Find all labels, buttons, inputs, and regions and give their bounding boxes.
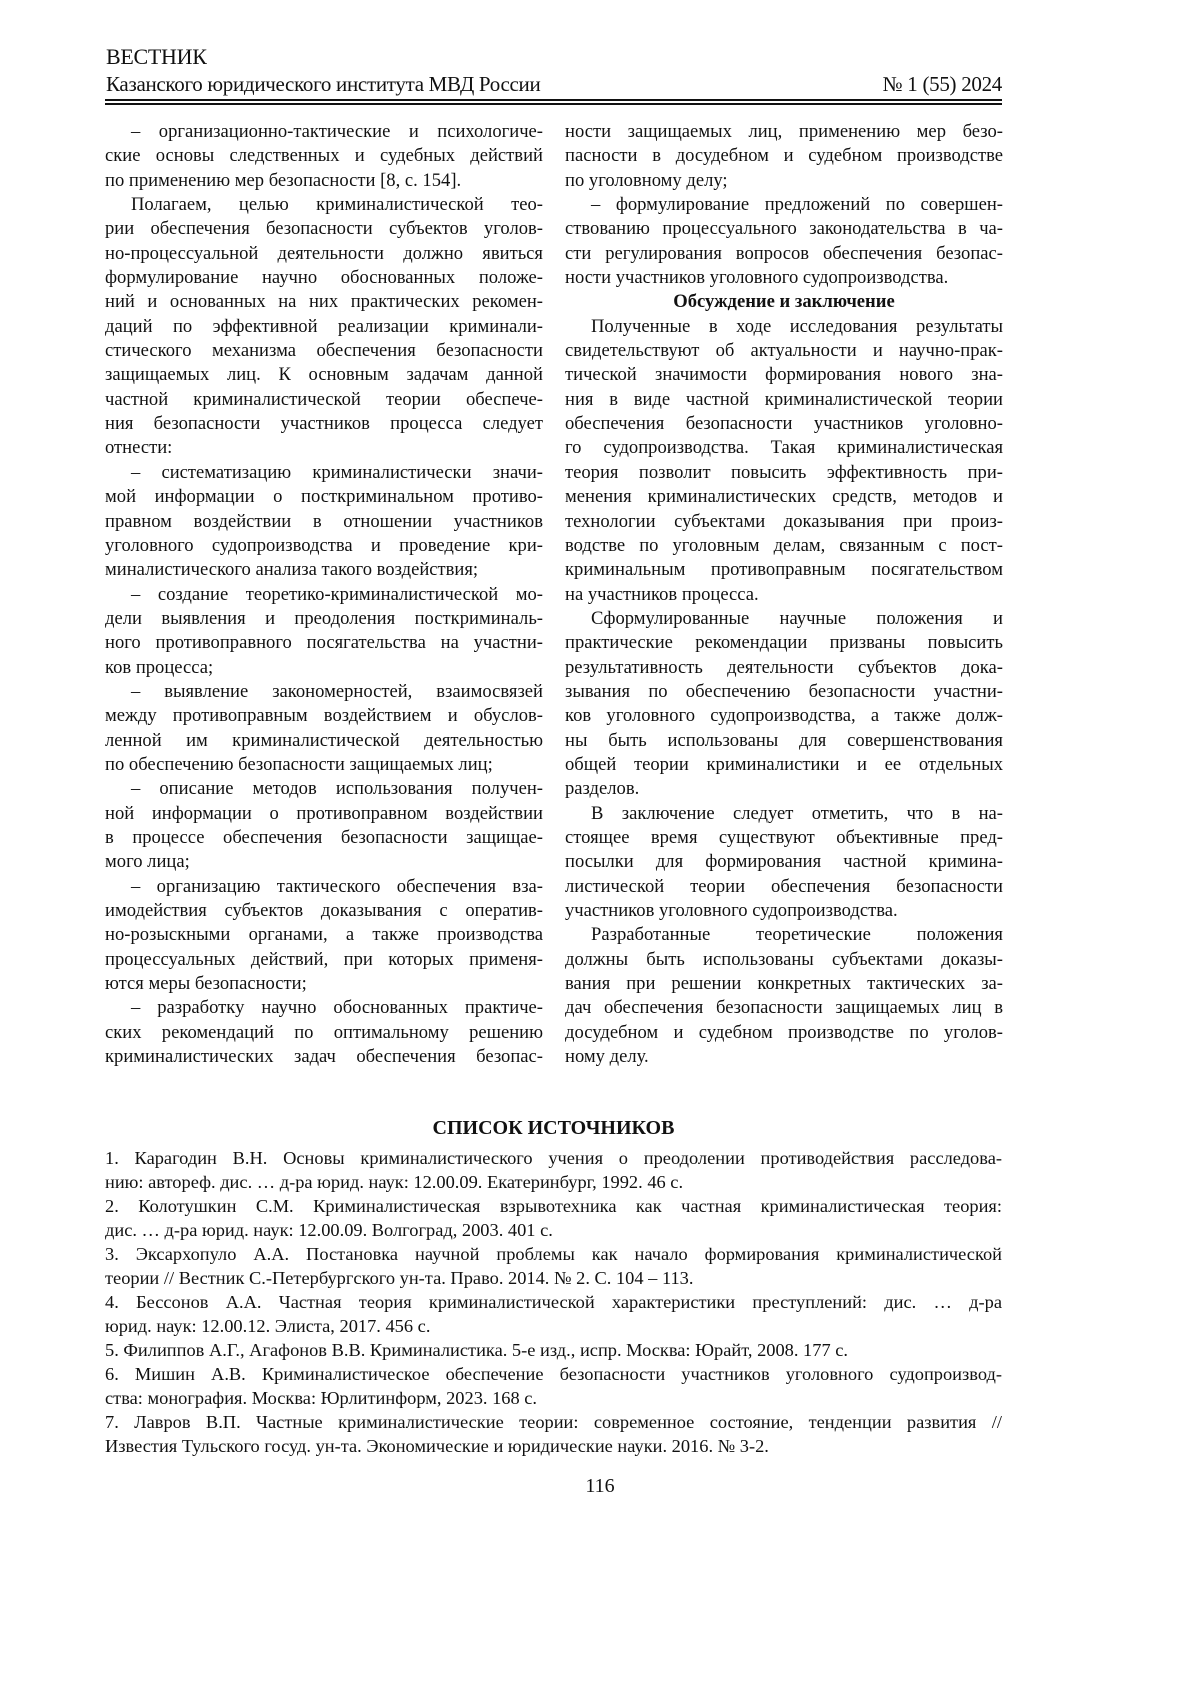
paragraph-line: дач обеспечения безопасности защищаемых лиц в [565, 996, 1003, 1020]
paragraph-line: ния в виде частной криминалистической теории [565, 388, 1003, 412]
paragraph-line: ния безопасности участников процесса следует [105, 412, 543, 436]
references-heading: СПИСОК ИСТОЧНИКОВ [105, 1117, 1002, 1140]
reference-item-line: 4. Бессонов А.А. Частная теория криминалистической характеристики преступлений: дис. … д-ра [105, 1290, 1002, 1314]
paragraph-line: ного противоправного посягательства на участни- [105, 631, 543, 655]
paragraph-line: процессуальных действий, при которых применя- [105, 948, 543, 972]
paragraph-line: – описание методов использования получен- [105, 777, 543, 801]
paragraph-line: – выявление закономерностей, взаимосвязей [105, 680, 543, 704]
paragraph-line: ний и основанных на них практических рекомен- [105, 290, 543, 314]
paragraph-line: по уголовному делу; [565, 169, 1003, 193]
section-heading: Обсуждение и заключение [565, 290, 1003, 314]
paragraph-line: результативность деятельности субъектов дока- [565, 656, 1003, 680]
paragraph-line: мого лица; [105, 850, 543, 874]
paragraph-line: Полагаем, целью криминалистической тео- [105, 193, 543, 217]
paragraph-line: общей теории криминалистики и ее отдельных [565, 753, 1003, 777]
reference-item-line: 7. Лавров В.П. Частные криминалистические теории: современное состояние, тенденции развития // [105, 1410, 1002, 1434]
references-list [105, 1146, 1002, 1458]
paragraph-line: ному делу. [565, 1045, 1003, 1069]
paragraph-line: дели выявления и преодоления посткриминаль- [105, 607, 543, 631]
paragraph-line: ленной им криминалистической деятельностью [105, 729, 543, 753]
paragraph-line: – создание теоретико-криминалистической мо- [105, 583, 543, 607]
paragraph-line: в процессе обеспечения безопасности защищае- [105, 826, 543, 850]
paragraph-line: на участников процесса. [565, 583, 1003, 607]
paragraph-line: тической значимости формирования нового зна- [565, 363, 1003, 387]
paragraph-line: ские основы следственных и судебных действий [105, 144, 543, 168]
paragraph-line: криминалистических задач обеспечения безопас- [105, 1045, 543, 1069]
reference-item-line: Известия Тульского госуд. ун-та. Экономические и юридические науки. 2016. № 3-2. [105, 1434, 1002, 1458]
paragraph-line: обеспечения безопасности участников уголовно- [565, 412, 1003, 436]
paragraph-line: Полученные в ходе исследования результаты [565, 315, 1003, 339]
paragraph-line: отнести: [105, 436, 543, 460]
paragraph-line: миналистического анализа такого воздействия; [105, 558, 543, 582]
paragraph-line: практические рекомендации призваны повысить [565, 631, 1003, 655]
paragraph-line: но-розыскными органами, а также производства [105, 923, 543, 947]
paragraph-line: – организацию тактического обеспечения вза- [105, 875, 543, 899]
paragraph-line: уголовного судопроизводства и проведение кри- [105, 534, 543, 558]
paragraph-line: менения криминалистических средств, методов и [565, 485, 1003, 509]
paragraph-line: листической теории обеспечения безопасности [565, 875, 1003, 899]
paragraph-line: по применению мер безопасности [8, с. 154]. [105, 169, 543, 193]
reference-item-line: ства: монография. Москва: Юрлитинформ, 2023. 168 с. [105, 1386, 1002, 1410]
reference-item-line: теории // Вестник С.-Петербургского ун-та. Право. 2014. № 2. С. 104 – 113. [105, 1266, 1002, 1290]
paragraph-line: ских рекомендаций по оптимальному решению [105, 1021, 543, 1045]
paragraph-line: вания при решении конкретных тактических за- [565, 972, 1003, 996]
reference-item-line: дис. … д-ра юрид. наук: 12.00.09. Волгоград, 2003. 401 с. [105, 1218, 1002, 1242]
header-rule-top [105, 99, 1002, 101]
paragraph-line: ности участников уголовного судопроизводства. [565, 266, 1003, 290]
page-number: 116 [0, 1475, 1200, 1498]
paragraph-line: Сформулированные научные положения и [565, 607, 1003, 631]
reference-item-line: юрид. наук: 12.00.12. Элиста, 2017. 456 с. [105, 1314, 1002, 1338]
reference-item-line: 6. Мишин А.В. Криминалистическое обеспечение безопасности участников уголовного судопроизвод- [105, 1362, 1002, 1386]
paragraph-line: сти регулирования вопросов обеспечения безопас- [565, 242, 1003, 266]
paragraph-line: участников уголовного судопроизводства. [565, 899, 1003, 923]
paragraph-line: теория позволит повысить эффективность при- [565, 461, 1003, 485]
journal-subtitle: Казанского юридического института МВД России [106, 72, 540, 97]
paragraph-line: мой информации о посткриминальном противо- [105, 485, 543, 509]
reference-item-line: 3. Эксархопуло А.А. Постановка научной проблемы как начало формирования криминалистической [105, 1242, 1002, 1266]
paragraph-line: между противоправным воздействием и обуслов- [105, 704, 543, 728]
paragraph-line: формулирование научно обоснованных положе- [105, 266, 543, 290]
paragraph-line: – формулирование предложений по совершен- [565, 193, 1003, 217]
paragraph-line: ков процесса; [105, 656, 543, 680]
paragraph-line: технологии субъектами доказывания при произ- [565, 510, 1003, 534]
paragraph-line: водстве по уголовным делам, связанным с пост- [565, 534, 1003, 558]
paragraph-line: Разработанные теоретические положения [565, 923, 1003, 947]
issue-number: № 1 (55) 2024 [883, 72, 1002, 97]
paragraph-line: рии обеспечения безопасности субъектов уголов- [105, 217, 543, 241]
paragraph-line: зывания по обеспечению безопасности участни- [565, 680, 1003, 704]
paragraph-line: посылки для формирования частной кримина- [565, 850, 1003, 874]
reference-item-line: нию: автореф. дис. … д-ра юрид. наук: 12.00.09. Екатеринбург, 1992. 46 с. [105, 1170, 1002, 1194]
paragraph-line: криминальным противоправным посягательством [565, 558, 1003, 582]
header-rule-bottom [105, 103, 1002, 105]
paragraph-line: имодействия субъектов доказывания с оператив- [105, 899, 543, 923]
journal-subtitle-row [106, 72, 1002, 97]
paragraph-line: ности защищаемых лиц, применению мер безо- [565, 120, 1003, 144]
paragraph-line: ной информации о противоправном воздействии [105, 802, 543, 826]
paragraph-line: – систематизацию криминалистически значи- [105, 461, 543, 485]
right-text-column [565, 120, 1003, 1069]
paragraph-line: пасности в досудебном и судебном производстве [565, 144, 1003, 168]
reference-item-line: 2. Колотушкин С.М. Криминалистическая взрывотехника как частная криминалистическая теория: [105, 1194, 1002, 1218]
paragraph-line: досудебном и судебном производстве по уголов- [565, 1021, 1003, 1045]
journal-title: ВЕСТНИК [106, 44, 207, 70]
paragraph-line: по обеспечению безопасности защищаемых лиц; [105, 753, 543, 777]
paragraph-line: но-процессуальной деятельности должно явиться [105, 242, 543, 266]
paragraph-line: защищаемых лиц. К основным задачам данной [105, 363, 543, 387]
paragraph-line: ков уголовного судопроизводства, а также долж- [565, 704, 1003, 728]
paragraph-line: разделов. [565, 777, 1003, 801]
paragraph-line: свидетельствуют об актуальности и научно-прак- [565, 339, 1003, 363]
paragraph-line: стоящее время существуют объективные пред- [565, 826, 1003, 850]
paragraph-line: го судопроизводства. Такая криминалистическая [565, 436, 1003, 460]
paragraph-line: ствованию процессуального законодательства в ча- [565, 217, 1003, 241]
paragraph-line: даций по эффективной реализации криминали- [105, 315, 543, 339]
paragraph-line: частной криминалистической теории обеспече- [105, 388, 543, 412]
paragraph-line: правном воздействии в отношении участников [105, 510, 543, 534]
reference-item-line: 1. Карагодин В.Н. Основы криминалистического учения о преодолении противодействия расследова- [105, 1146, 1002, 1170]
paragraph-line: ны быть использованы для совершенствования [565, 729, 1003, 753]
paragraph-line: стического механизма обеспечения безопасности [105, 339, 543, 363]
paragraph-line: ются меры безопасности; [105, 972, 543, 996]
paragraph-line: должны быть использованы субъектами доказы- [565, 948, 1003, 972]
paragraph-line: – разработку научно обоснованных практиче- [105, 996, 543, 1020]
paragraph-line: В заключение следует отметить, что в на- [565, 802, 1003, 826]
left-text-column [105, 120, 543, 1069]
paragraph-line: – организационно-тактические и психологиче- [105, 120, 543, 144]
reference-item-line: 5. Филиппов А.Г., Агафонов В.В. Криминалистика. 5-е изд., испр. Москва: Юрайт, 2008. 177 с. [105, 1338, 1002, 1362]
